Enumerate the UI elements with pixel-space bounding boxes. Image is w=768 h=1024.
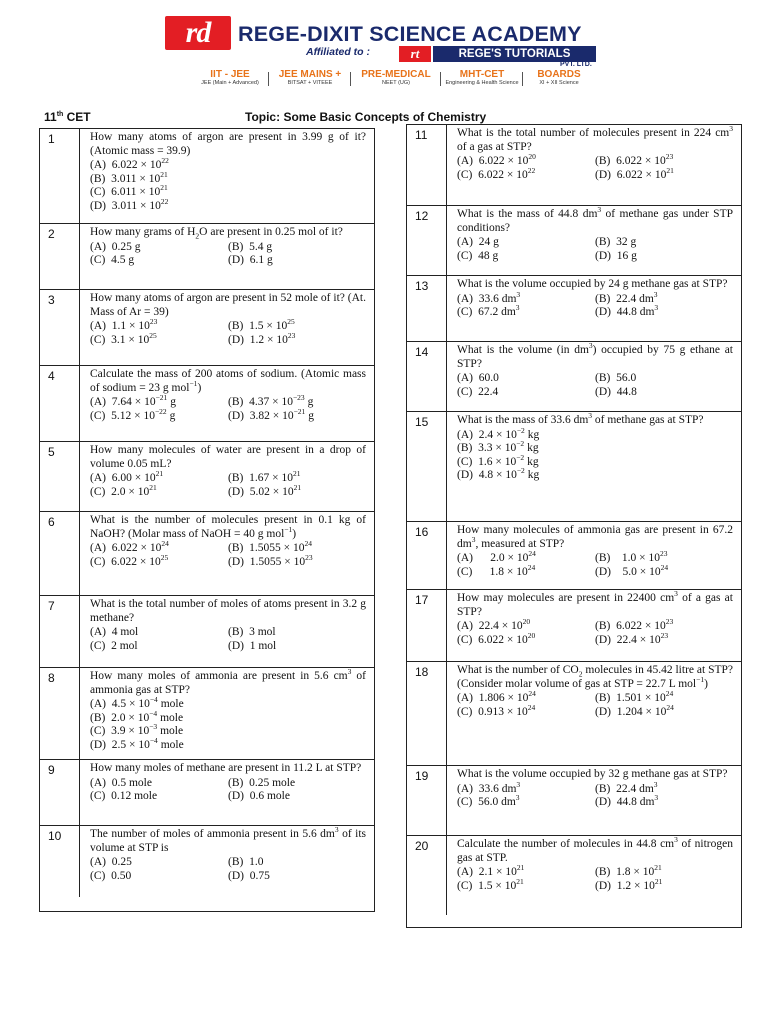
- options: [457, 863, 733, 893]
- course-separator: [522, 72, 523, 86]
- question-number: 5: [40, 442, 80, 511]
- answer-option: (B) $1.0 \times 10^{23}$: [595, 549, 668, 564]
- course-subtitle: NEET (UG): [381, 80, 410, 86]
- answer-option: (B) $2.0 \times 10^{-4}$ mole: [90, 708, 184, 724]
- question-number: 17: [407, 590, 447, 661]
- answer-option: (C) 48 g: [457, 249, 499, 262]
- options: [457, 372, 733, 399]
- answer-option: (B) 1.0: [228, 856, 264, 868]
- question-row: [40, 759, 374, 825]
- question-body: [90, 292, 366, 347]
- course-list: [195, 69, 595, 105]
- question-body: [457, 205, 733, 263]
- question-row: [407, 205, 741, 275]
- question-body: [457, 411, 733, 483]
- options: [457, 689, 733, 719]
- answer-option: (A) $6.022 \times 10^{24}$: [90, 539, 169, 554]
- course-item: [355, 69, 437, 87]
- question-text: What is the volume (in $dm^3$) occupied by 75 g ethane at STP?: [457, 341, 733, 370]
- question-row: [407, 835, 741, 915]
- options: [457, 779, 733, 810]
- options: [90, 393, 366, 423]
- answer-option: (A) $2.1 \times 10^{21}$: [457, 863, 525, 878]
- question-number: 1: [40, 129, 80, 223]
- question-row: [40, 441, 374, 511]
- question-text: What is the volume occupied by 24 g methane gas at STP?: [457, 278, 728, 290]
- question-body: [90, 667, 366, 752]
- answer-option: (A) $6.022 \times 10^{20}$: [457, 152, 536, 167]
- question-body: [90, 598, 366, 653]
- answer-option: (A) $2.4 \times 10^{-2}$ kg: [457, 425, 540, 441]
- question-text: The number of moles of ammonia present in 5.6 $dm^3$ of its volume at STP is: [90, 825, 367, 854]
- question-row: [40, 825, 374, 897]
- question-text: How may molecules are present in 22400 $cm^3$ of a gas at STP?: [457, 589, 733, 618]
- question-row: [407, 661, 741, 765]
- question-body: [90, 762, 366, 804]
- class-sup: th: [56, 111, 64, 118]
- question-body: [90, 131, 366, 213]
- answer-option: (B) 22.4 $dm^3$: [595, 779, 658, 795]
- answer-option: (A) 60.0: [457, 372, 499, 384]
- question-text: What is the total number of molecules present in 224 $cm^3$ of a gas at STP?: [457, 124, 733, 153]
- answer-option: (A) $2.0 \times 10^{24}$: [457, 549, 536, 564]
- class-label: [44, 110, 91, 124]
- options: [457, 617, 733, 647]
- question-number: 13: [407, 276, 447, 341]
- question-number: 20: [407, 836, 447, 915]
- options: [90, 777, 366, 804]
- question-number: 11: [407, 125, 447, 205]
- answer-option: (D) $5.0 \times 10^{24}$: [595, 562, 669, 578]
- question-text: How many moles of ammonia are present in 5.6 $cm^3$ of ammonia gas at STP?: [90, 667, 366, 696]
- answer-option: (D) 1 mol: [228, 639, 277, 652]
- question-body: [457, 124, 733, 182]
- answer-option: (A) $7.64 \times 10^{-21}$ g: [90, 393, 176, 408]
- course-name: MHT-CET: [459, 69, 505, 80]
- question-row: [407, 125, 741, 205]
- question-row: [40, 595, 374, 667]
- options: [90, 695, 366, 752]
- options: [90, 469, 366, 499]
- page-header: [0, 0, 768, 108]
- answer-option: (D) 44.8 $dm^3$: [595, 793, 659, 808]
- options: [90, 626, 366, 653]
- question-text: How many moles of methane are present in 11.2 L at STP?: [90, 762, 362, 774]
- question-number: 3: [40, 290, 80, 365]
- question-text: How many grams of $H_2O$ are present in 0.25 mol of it?: [90, 226, 343, 241]
- answer-option: (D) 0.6 mole: [228, 790, 290, 802]
- question-text: How many atoms of argon are present in 3.99 g of it? (Atomic mass = 39.9): [90, 131, 366, 157]
- answer-option: (D) $22.4 \times 10^{23}$: [595, 630, 669, 646]
- course-separator: [350, 72, 351, 86]
- question-number: 2: [40, 224, 80, 289]
- question-row: [407, 411, 741, 521]
- question-row: [407, 341, 741, 411]
- question-text: What is the mass of 33.6 $dm^3$ of methane gas at STP?: [457, 411, 704, 426]
- question-number: 4: [40, 366, 80, 441]
- answer-option: (D) 16 g: [595, 249, 637, 262]
- answer-option: (B) $6.022 \times 10^{23}$: [595, 152, 674, 167]
- answer-option: (A) $4.5 \times 10^{-4}$ mole: [90, 695, 184, 710]
- question-text: Calculate the number of molecules in 44.8 $cm^3$ of nitrogen gas at STP.: [457, 835, 733, 864]
- course-item: [445, 69, 519, 87]
- answer-option: (B) 22.4 $dm^3$: [595, 289, 658, 305]
- answer-option: (C) $6.011 \times 10^{21}$: [90, 183, 168, 198]
- question-row: [40, 511, 374, 595]
- question-body: [457, 278, 733, 320]
- answer-option: (C) $2.0 \times 10^{21}$: [90, 482, 157, 498]
- question-number: 7: [40, 596, 80, 667]
- answer-option: (D) 44.8 $dm^3$: [595, 303, 659, 318]
- options: [457, 425, 733, 483]
- answer-option: (D) $4.8 \times 10^{-2}$ kg: [457, 466, 540, 481]
- answer-option: (B) $1.8 \times 10^{21}$: [595, 863, 662, 878]
- question-body: [457, 524, 733, 579]
- answer-option: (D) $1.204 \times 10^{24}$: [595, 702, 674, 718]
- answer-option: (B) 3 mol: [228, 626, 276, 638]
- question-number: 9: [40, 760, 80, 825]
- question-body: [90, 444, 366, 499]
- answer-option: (D) $5.02 \times 10^{21}$: [228, 482, 302, 498]
- affiliate-name: REGE'S TUTORIALS: [433, 46, 596, 62]
- academy-logo: [165, 16, 231, 50]
- question-body: [457, 341, 733, 399]
- course-subtitle: XI + XII Science: [539, 80, 579, 86]
- answer-option: (A) $1.1 \times 10^{23}$: [90, 317, 158, 332]
- question-text: What is the volume occupied by 32 g methane gas at STP?: [457, 768, 728, 780]
- question-number: 12: [407, 206, 447, 275]
- class-suffix: CET: [63, 110, 91, 124]
- answer-option: (C) 22.4: [457, 385, 499, 398]
- answer-option: (B) $3.011 \times 10^{21}$: [90, 169, 168, 185]
- question-body: [90, 368, 366, 423]
- question-number: 6: [40, 512, 80, 595]
- question-number: 10: [40, 826, 80, 897]
- answer-option: (C) $6.022 \times 10^{25}$: [90, 552, 169, 568]
- answer-option: (C) $3.9 \times 10^{-3}$ mole: [90, 722, 184, 737]
- question-body: [457, 768, 733, 810]
- question-body: [457, 664, 733, 719]
- question-text: What is the number of $CO_2$ molecules in 45.42 litre at STP? (Consider molar volume of gas at STP = 22.7 L mol$^{-1}$): [457, 664, 734, 690]
- answer-option: (C) 0.12 mole: [90, 790, 158, 802]
- answer-option: (B) $1.5 \times 10^{25}$: [228, 317, 295, 332]
- question-body: [90, 514, 366, 569]
- answer-option: (C) 2 mol: [90, 639, 138, 652]
- question-number: 16: [407, 522, 447, 589]
- topic-title: Topic: Some Basic Concepts of Chemistry: [245, 110, 487, 124]
- options: [90, 539, 366, 569]
- question-text: How many atoms of argon are present in 52 mole of it? (At. Mass of Ar = 39): [90, 292, 366, 318]
- question-body: [457, 835, 733, 893]
- question-number: 19: [407, 766, 447, 835]
- course-subtitle: BITSAT + VITEEE: [287, 80, 333, 86]
- options: [457, 289, 733, 320]
- question-table-right: [406, 124, 742, 928]
- affiliated-label: Affiliated to :: [306, 46, 370, 58]
- course-item: [273, 69, 347, 87]
- affiliate-suffix: PVT. LTD.: [560, 61, 592, 68]
- question-row: [40, 289, 374, 365]
- answer-option: (A) 33.6 $dm^3$: [457, 779, 521, 795]
- question-text: Calculate the mass of 200 atoms of sodium. (Atomic mass of sodium = 23 g mol$^{-1}$): [90, 368, 366, 394]
- affiliate-logo: rt: [399, 46, 431, 62]
- answer-option: (D) $1.2 \times 10^{23}$: [228, 330, 296, 346]
- course-name: BOARDS: [537, 69, 581, 80]
- options: [457, 152, 733, 182]
- course-item: [195, 69, 265, 87]
- answer-option: (A) $1.806 \times 10^{24}$: [457, 689, 536, 704]
- answer-option: (B) $4.37 \times 10^{-23}$ g: [228, 393, 314, 408]
- answer-option: (D) $1.2 \times 10^{21}$: [595, 876, 663, 892]
- question-number: 14: [407, 342, 447, 411]
- question-text: How many molecules of water are present in a drop of volume 0.05 mL?: [90, 444, 366, 470]
- answer-option: (C) $6.022 \times 10^{22}$: [457, 165, 536, 181]
- question-text: What is the total number of moles of atoms present in 3.2 g methane?: [90, 598, 366, 624]
- answer-option: (A) 0.25: [90, 856, 132, 868]
- answer-option: (C) $1.5 \times 10^{21}$: [457, 876, 524, 892]
- answer-option: (C) $6.022 \times 10^{20}$: [457, 630, 536, 646]
- course-name: JEE MAINS +: [278, 69, 342, 80]
- course-name: PRE-MEDICAL: [361, 69, 431, 80]
- options: [90, 317, 366, 347]
- answer-option: (D) $3.82 \times 10^{-21}$ g: [228, 406, 314, 422]
- question-row: [40, 365, 374, 441]
- answer-option: (B) $1.67 \times 10^{21}$: [228, 469, 301, 484]
- answer-option: (B) $1.5055 \times 10^{24}$: [228, 539, 312, 554]
- answer-option: (C) $3.1 \times 10^{25}$: [90, 330, 157, 346]
- answer-option: (B) 0.25 mole: [228, 776, 296, 789]
- question-text: What is the mass of 44.8 $dm^3$ of methane gas under STP conditions?: [457, 205, 733, 234]
- course-subtitle: Engineering & Health Science: [445, 80, 519, 86]
- answer-option: (D) $2.5 \times 10^{-4}$ mole: [90, 735, 184, 751]
- answer-option: (B) 56.0: [595, 372, 637, 384]
- answer-option: (A) 33.6 $dm^3$: [457, 289, 521, 305]
- answer-option: (A) 24 g: [457, 236, 499, 248]
- answer-option: (B) $6.022 \times 10^{23}$: [595, 617, 674, 632]
- answer-option: (B) $1.501 \times 10^{24}$: [595, 689, 674, 704]
- question-row: [407, 275, 741, 341]
- question-row: [40, 667, 374, 759]
- question-row: [40, 129, 374, 223]
- course-name: IIT - JEE: [210, 69, 250, 80]
- answer-option: (B) 32 g: [595, 236, 637, 248]
- answer-option: (D) $1.5055 \times 10^{23}$: [228, 552, 313, 568]
- options: [90, 856, 366, 883]
- question-table-left: [39, 128, 375, 912]
- academy-logo-text: rd: [185, 16, 211, 49]
- question-row: [40, 223, 374, 289]
- answer-option: (A) $22.4 \times 10^{20}$: [457, 617, 531, 632]
- answer-option: (A) $6.022 \times 10^{22}$: [90, 156, 169, 171]
- answer-option: (C) 0.50: [90, 869, 132, 882]
- answer-option: (C) $1.8 \times 10^{24}$: [457, 562, 536, 578]
- course-subtitle: JEE (Main + Advanced): [201, 80, 259, 86]
- options: [90, 156, 366, 213]
- question-row: [407, 765, 741, 835]
- answer-option: (C) 56.0 $dm^3$: [457, 793, 520, 808]
- answer-option: (A) 0.5 mole: [90, 776, 152, 789]
- answer-option: (B) $3.3 \times 10^{-2}$ kg: [457, 439, 539, 454]
- academy-name: REGE-DIXIT SCIENCE ACADEMY: [238, 22, 582, 46]
- answer-option: (D) 44.8: [595, 385, 637, 398]
- answer-option: (B) 5.4 g: [228, 240, 273, 253]
- question-number: 8: [40, 668, 80, 759]
- answer-option: (C) 67.2 $dm^3$: [457, 303, 520, 318]
- options: [90, 241, 366, 268]
- options: [457, 236, 733, 263]
- answer-option: (D) $6.022 \times 10^{21}$: [595, 165, 674, 181]
- class-number: 11: [44, 110, 57, 124]
- answer-option: (A) 4 mol: [90, 626, 139, 638]
- question-number: 15: [407, 412, 447, 521]
- answer-option: (A) $6.00 \times 10^{21}$: [90, 469, 164, 484]
- question-body: [457, 589, 733, 647]
- question-body: [90, 825, 367, 883]
- answer-option: (D) 0.75: [228, 869, 270, 882]
- course-separator: [440, 72, 441, 86]
- question-number: 18: [407, 662, 447, 765]
- question-text: How many molecules of ammonia gas are present in 67.2 $dm^3$, measured at STP?: [457, 524, 733, 550]
- course-separator: [268, 72, 269, 86]
- question-text: What is the number of molecules present in 0.1 kg of NaOH? (Molar mass of NaOH = 40 g mol$^{-1}$): [90, 514, 366, 540]
- course-item: [527, 69, 591, 87]
- question-row: [407, 521, 741, 589]
- question-body: [90, 226, 366, 268]
- answer-option: (D) $3.011 \times 10^{22}$: [90, 196, 169, 212]
- answer-option: (C) $1.6 \times 10^{-2}$ kg: [457, 452, 539, 468]
- answer-option: (C) $5.12 \times 10^{-22}$ g: [90, 406, 176, 422]
- options: [457, 549, 733, 579]
- question-row: [407, 589, 741, 661]
- answer-option: (C) $0.913 \times 10^{24}$: [457, 702, 536, 718]
- answer-option: (D) 6.1 g: [228, 254, 273, 266]
- answer-option: (C) 4.5 g: [90, 254, 135, 266]
- answer-option: (A) 0.25 g: [90, 240, 141, 253]
